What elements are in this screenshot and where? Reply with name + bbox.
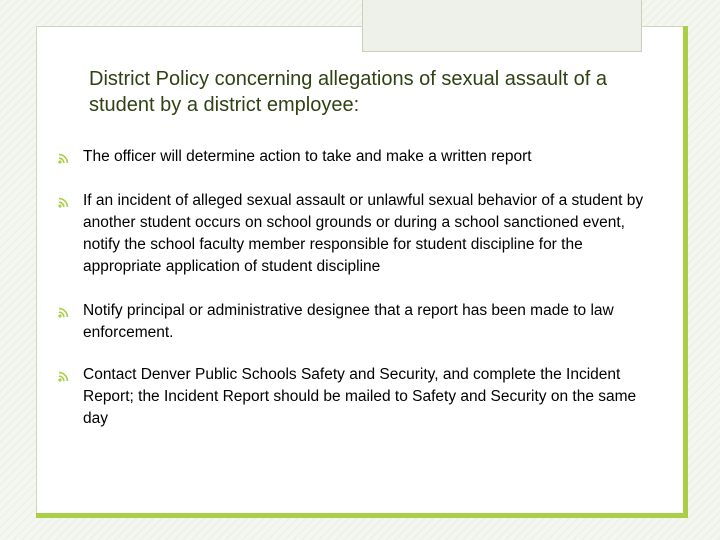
bullet-item [58, 364, 648, 430]
title-tab-decoration [362, 0, 642, 52]
slide-title: District Policy concerning allegations of sexual assault of a student by a district employee: [89, 68, 608, 116]
bullet-item [58, 146, 648, 168]
wifi-signal-icon [58, 195, 71, 208]
bullet-item [58, 300, 648, 344]
wifi-signal-icon [58, 369, 71, 382]
bullet-text: If an incident of alleged sexual assault or unlawful sexual behavior of a student by another student occurs on school grounds or during a school sanctioned event, notify the school faculty member responsible for student discipline for the appropriate application of student discipline [83, 192, 644, 275]
wifi-signal-icon [58, 305, 71, 318]
bullet-list [58, 146, 648, 430]
wifi-signal-icon [58, 151, 71, 164]
bullet-item [58, 190, 648, 278]
bullet-text: The officer will determine action to take and make a written report [83, 148, 532, 165]
bullet-text: Notify principal or administrative designee that a report has been made to law enforcement. [83, 302, 614, 341]
accent-bar-right [683, 26, 688, 514]
bullet-text: Contact Denver Public Schools Safety and Security, and complete the Incident Report; the Incident Report should be mailed to Safety and Security on the same day [83, 366, 637, 427]
accent-bar-bottom [36, 513, 688, 518]
